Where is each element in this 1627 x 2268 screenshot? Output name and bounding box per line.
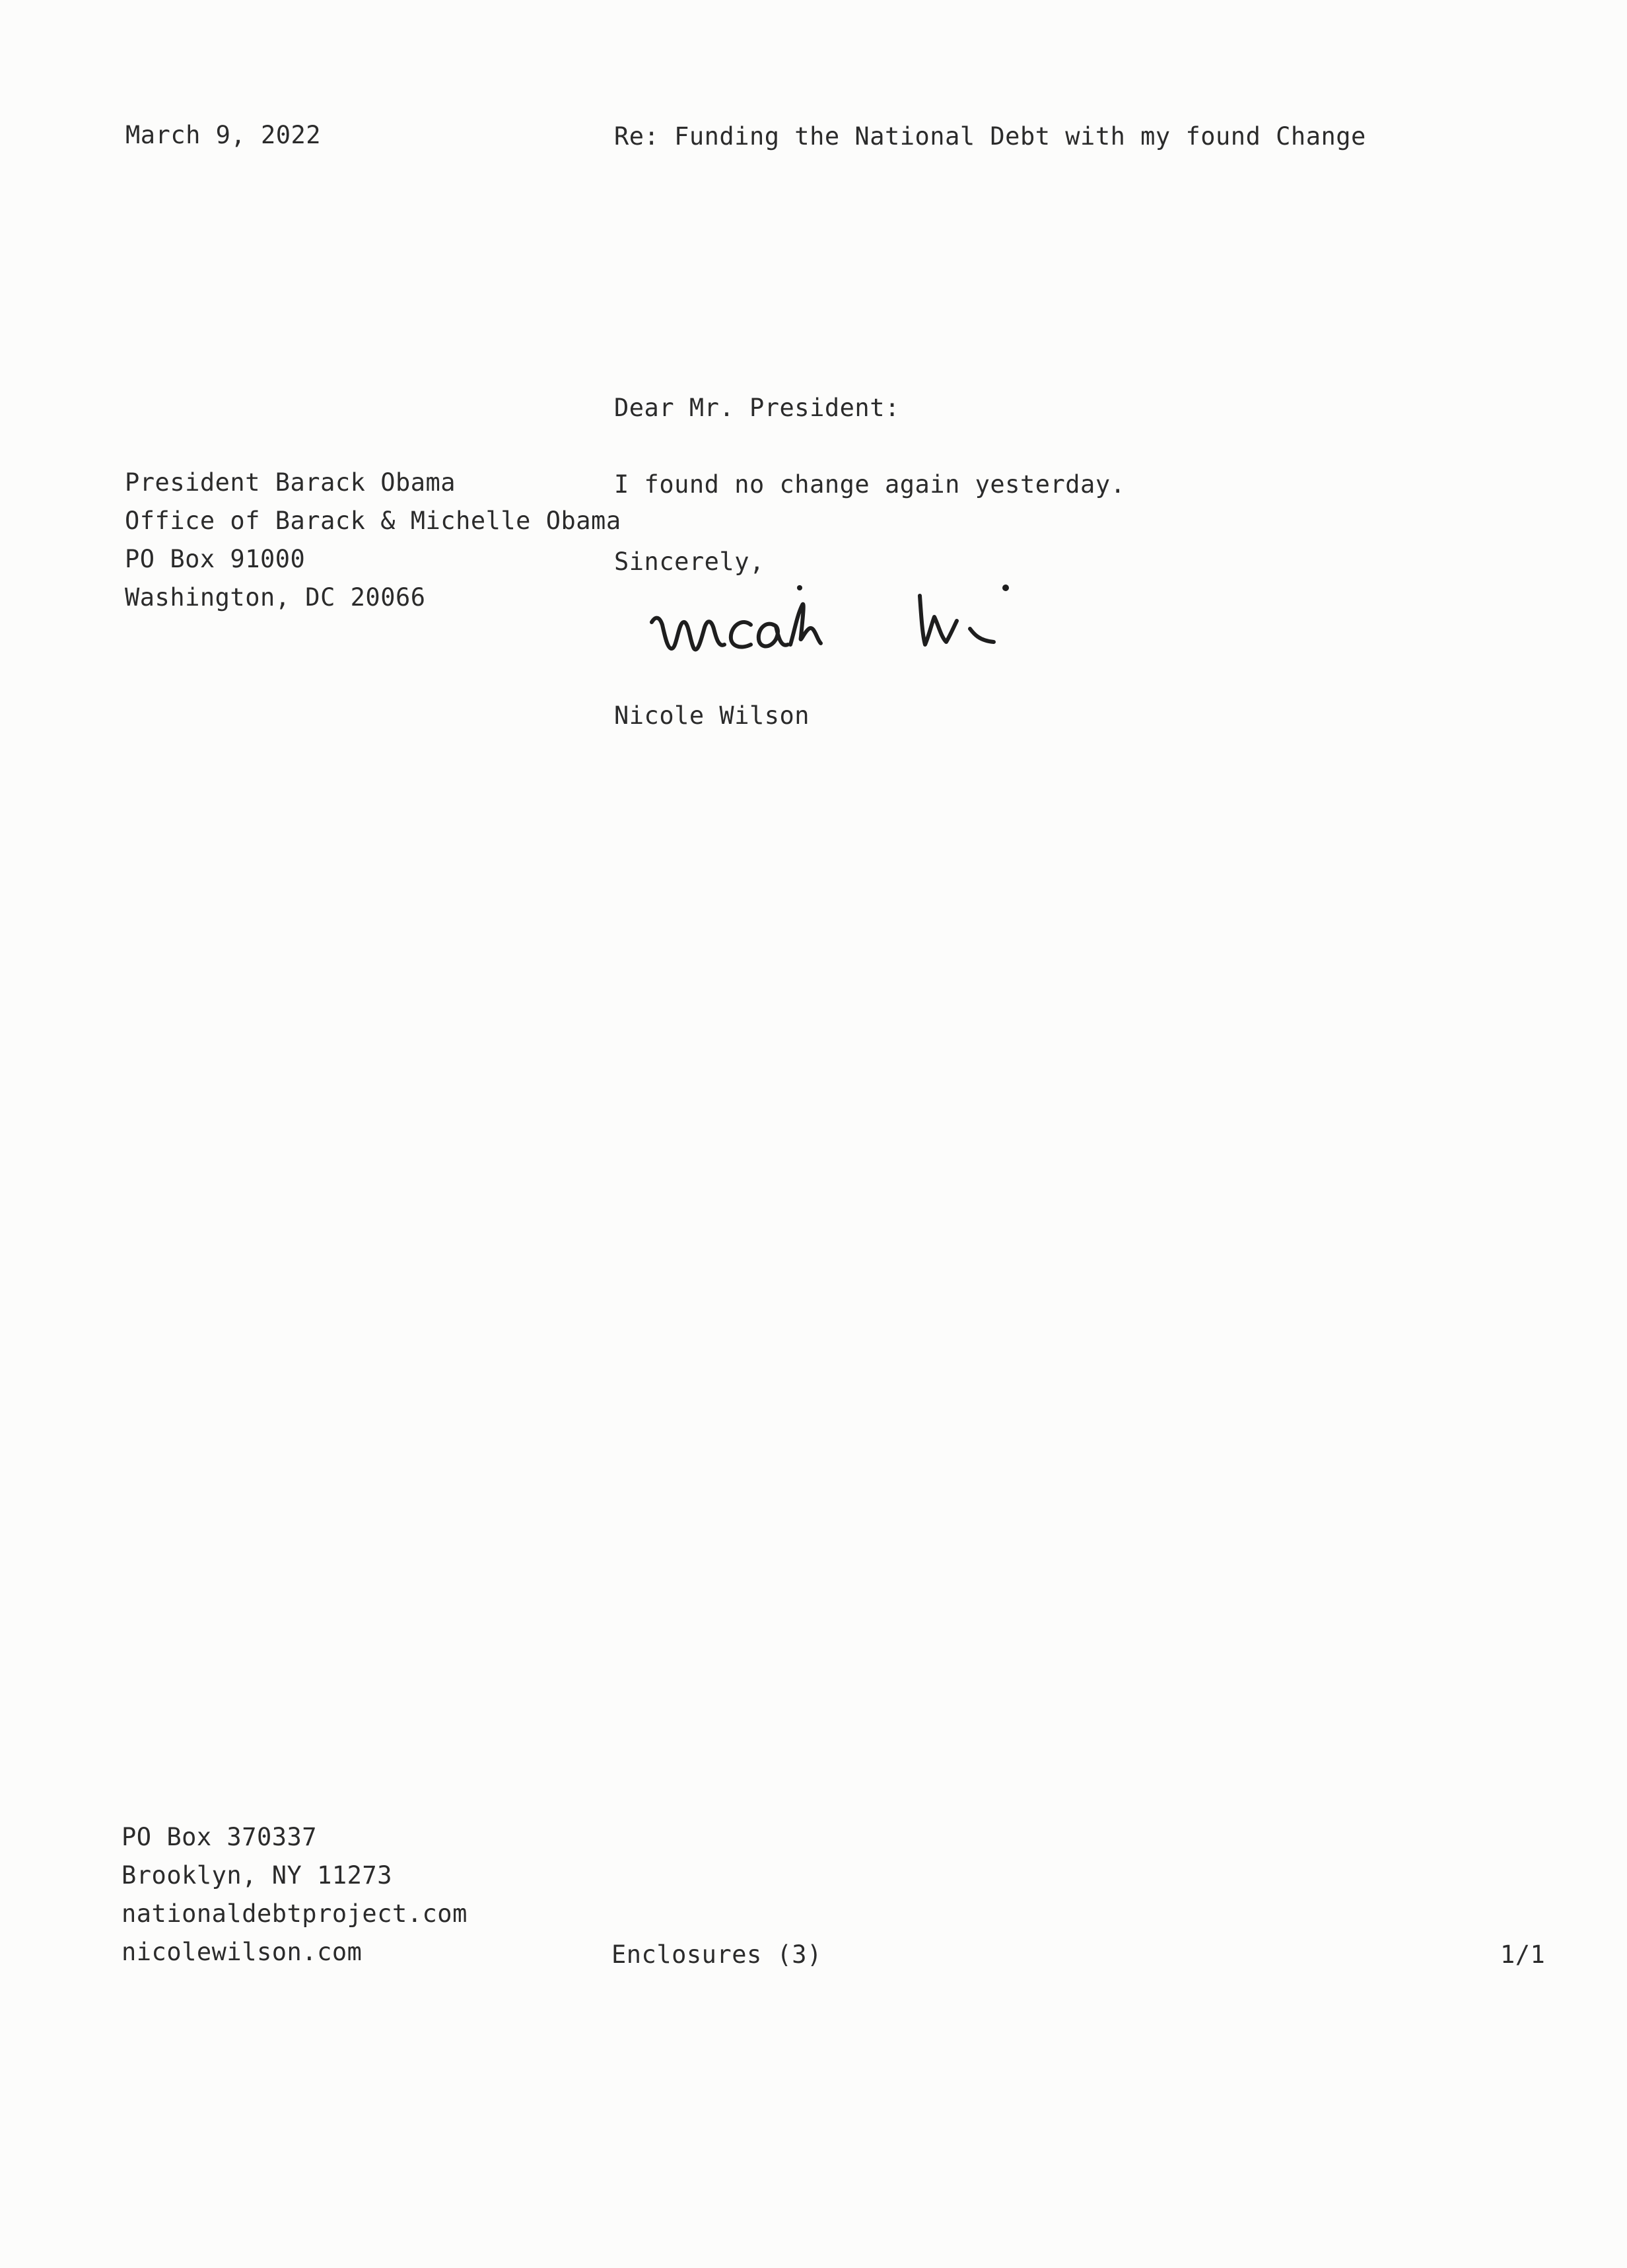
letter-subject: Re: Funding the National Debt with my found Change (614, 122, 1366, 151)
sender-website-project: nationaldebtproject.com (121, 1899, 467, 1928)
recipient-address (125, 464, 621, 617)
sender-city: Brooklyn, NY 11273 (121, 1861, 392, 1890)
letter-salutation: Dear Mr. President: (614, 394, 900, 422)
sender-address (121, 1818, 467, 1971)
enclosures-note: Enclosures (3) (611, 1940, 822, 1969)
sender-po-box: PO Box 370337 (121, 1823, 318, 1851)
page-number: 1/1 (1500, 1940, 1546, 1969)
recipient-office: Office of Barack & Michelle Obama (125, 507, 621, 535)
letter-body: I found no change again yesterday. (614, 470, 1126, 499)
sender-website-personal: nicolewilson.com (121, 1938, 363, 1966)
recipient-name: President Barack Obama (125, 468, 456, 497)
letter-closing: Sincerely, (614, 548, 765, 576)
letter-date: March 9, 2022 (125, 121, 322, 149)
recipient-city: Washington, DC 20066 (125, 583, 426, 612)
recipient-po-box: PO Box 91000 (125, 545, 306, 573)
handwritten-signature (644, 576, 1040, 675)
signer-name: Nicole Wilson (614, 701, 810, 730)
